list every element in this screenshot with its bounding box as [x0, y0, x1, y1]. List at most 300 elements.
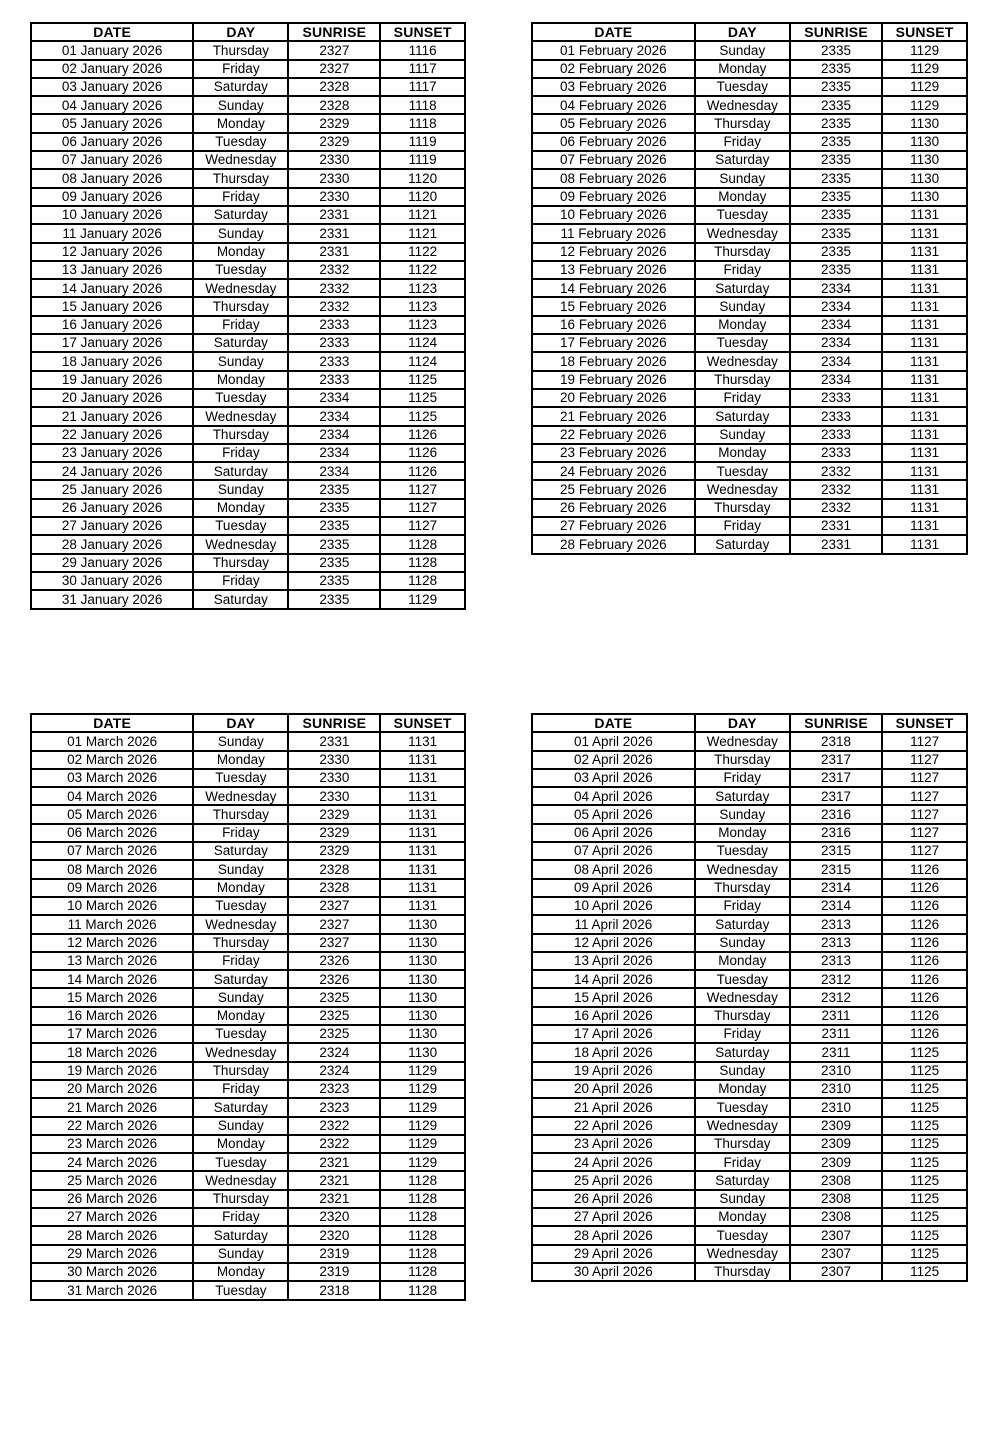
sunrise-cell: 2315	[790, 842, 882, 860]
table-row	[532, 1098, 967, 1116]
table-row	[532, 1043, 967, 1061]
sunset-cell: 1120	[380, 169, 465, 187]
date-cell: 04 March 2026	[31, 787, 193, 805]
table-row	[31, 787, 465, 805]
sunrise-cell: 2335	[790, 151, 882, 169]
date-cell: 27 January 2026	[31, 517, 193, 535]
date-cell: 13 January 2026	[31, 261, 193, 279]
day-cell: Thursday	[695, 1263, 790, 1281]
sunrise-cell: 2334	[288, 462, 380, 480]
table-row	[31, 879, 465, 897]
table-row	[31, 352, 465, 370]
date-cell: 14 January 2026	[31, 279, 193, 297]
day-cell: Monday	[695, 60, 790, 78]
sunrise-cell: 2335	[288, 517, 380, 535]
sunset-cell: 1129	[882, 60, 967, 78]
sunset-cell: 1127	[882, 824, 967, 842]
sunset-cell: 1125	[380, 407, 465, 425]
table-row	[31, 499, 465, 517]
table-row	[532, 151, 967, 169]
date-cell: 09 April 2026	[532, 879, 695, 897]
sunset-cell: 1125	[882, 1043, 967, 1061]
date-cell: 15 January 2026	[31, 297, 193, 315]
sunset-cell: 1128	[380, 572, 465, 590]
sunrise-cell: 2334	[790, 316, 882, 334]
date-cell: 18 January 2026	[31, 352, 193, 370]
table-row	[31, 1007, 465, 1025]
table-row	[31, 1245, 465, 1263]
sunrise-cell: 2321	[288, 1171, 380, 1189]
day-cell: Monday	[695, 188, 790, 206]
day-cell: Sunday	[193, 1245, 288, 1263]
table-row	[532, 316, 967, 334]
sunrise-cell: 2334	[790, 334, 882, 352]
sunrise-cell: 2327	[288, 41, 380, 59]
day-cell: Wednesday	[695, 860, 790, 878]
date-cell: 21 January 2026	[31, 407, 193, 425]
sunrise-cell: 2311	[790, 1007, 882, 1025]
sunset-cell: 1125	[882, 1245, 967, 1263]
table-row	[31, 1025, 465, 1043]
sunset-cell: 1128	[380, 1281, 465, 1299]
sunset-cell: 1118	[380, 114, 465, 132]
table-row	[31, 1281, 465, 1299]
sunset-column-header: SUNSET	[882, 714, 967, 732]
table-row	[31, 915, 465, 933]
date-cell: 14 April 2026	[532, 970, 695, 988]
date-cell: 04 April 2026	[532, 787, 695, 805]
table-row	[532, 1117, 967, 1135]
sunrise-column-header: SUNRISE	[790, 23, 882, 41]
table-row	[31, 188, 465, 206]
sunset-cell: 1128	[380, 1208, 465, 1226]
day-cell: Tuesday	[695, 1098, 790, 1116]
sunrise-cell: 2331	[288, 732, 380, 750]
table-row	[532, 1171, 967, 1189]
header-row	[31, 714, 465, 732]
sunrise-cell: 2324	[288, 1062, 380, 1080]
table-row	[31, 1263, 465, 1281]
table-row	[31, 988, 465, 1006]
day-cell: Friday	[193, 316, 288, 334]
sunrise-cell: 2335	[790, 96, 882, 114]
table-row	[31, 243, 465, 261]
sunrise-cell: 2335	[288, 535, 380, 553]
sunset-cell: 1126	[882, 860, 967, 878]
sunrise-cell: 2335	[790, 78, 882, 96]
sunrise-sunset-table-march-2026	[30, 713, 466, 1301]
table-row	[532, 224, 967, 242]
day-cell: Sunday	[193, 732, 288, 750]
date-cell: 23 April 2026	[532, 1135, 695, 1153]
sunset-cell: 1131	[882, 407, 967, 425]
day-cell: Saturday	[695, 407, 790, 425]
table-row	[532, 243, 967, 261]
date-cell: 31 January 2026	[31, 590, 193, 608]
sunrise-cell: 2327	[288, 934, 380, 952]
table-row	[31, 1226, 465, 1244]
table-row	[31, 297, 465, 315]
table-row	[31, 897, 465, 915]
date-cell: 27 April 2026	[532, 1208, 695, 1226]
table-row	[31, 517, 465, 535]
day-cell: Thursday	[695, 879, 790, 897]
sunrise-cell: 2326	[288, 970, 380, 988]
sunset-cell: 1125	[882, 1135, 967, 1153]
sunset-cell: 1131	[882, 499, 967, 517]
sunrise-cell: 2332	[790, 480, 882, 498]
day-cell: Saturday	[193, 334, 288, 352]
date-cell: 08 February 2026	[532, 169, 695, 187]
sunset-cell: 1126	[882, 988, 967, 1006]
sunset-cell: 1131	[380, 751, 465, 769]
table-row	[532, 334, 967, 352]
sunrise-cell: 2322	[288, 1135, 380, 1153]
date-cell: 20 February 2026	[532, 389, 695, 407]
date-cell: 02 April 2026	[532, 751, 695, 769]
date-cell: 23 February 2026	[532, 444, 695, 462]
day-cell: Thursday	[193, 805, 288, 823]
sunrise-cell: 2335	[790, 41, 882, 59]
table-row	[532, 732, 967, 750]
header-row	[532, 714, 967, 732]
date-cell: 09 February 2026	[532, 188, 695, 206]
day-cell: Tuesday	[695, 334, 790, 352]
sunset-cell: 1130	[882, 169, 967, 187]
sunset-cell: 1130	[882, 133, 967, 151]
table-row	[532, 389, 967, 407]
sunset-cell: 1127	[380, 499, 465, 517]
date-cell: 25 February 2026	[532, 480, 695, 498]
day-cell: Saturday	[193, 970, 288, 988]
day-cell: Tuesday	[193, 1281, 288, 1299]
table-row	[31, 60, 465, 78]
table-row	[31, 1190, 465, 1208]
day-cell: Thursday	[695, 114, 790, 132]
sunset-cell: 1125	[882, 1153, 967, 1171]
table-row	[31, 590, 465, 608]
sunrise-cell: 2327	[288, 915, 380, 933]
table-row	[532, 407, 967, 425]
sunset-cell: 1131	[380, 824, 465, 842]
day-cell: Friday	[193, 60, 288, 78]
table-row	[31, 444, 465, 462]
table-row	[31, 169, 465, 187]
sunrise-cell: 2307	[790, 1226, 882, 1244]
sunset-cell: 1131	[380, 842, 465, 860]
table-row	[31, 1171, 465, 1189]
day-cell: Saturday	[695, 915, 790, 933]
sunrise-cell: 2307	[790, 1263, 882, 1281]
day-cell: Thursday	[695, 499, 790, 517]
sunrise-cell: 2318	[288, 1281, 380, 1299]
day-cell: Wednesday	[695, 732, 790, 750]
sunset-cell: 1130	[380, 952, 465, 970]
date-cell: 28 April 2026	[532, 1226, 695, 1244]
sunrise-cell: 2332	[790, 462, 882, 480]
sunrise-cell: 2328	[288, 879, 380, 897]
day-cell: Thursday	[695, 1135, 790, 1153]
table-row	[532, 1263, 967, 1281]
sunset-cell: 1120	[380, 188, 465, 206]
day-cell: Tuesday	[193, 1153, 288, 1171]
day-column-header: DAY	[695, 23, 790, 41]
sunset-cell: 1130	[380, 1025, 465, 1043]
day-cell: Thursday	[695, 1007, 790, 1025]
sunrise-cell: 2314	[790, 897, 882, 915]
table-row	[31, 1208, 465, 1226]
day-cell: Saturday	[695, 151, 790, 169]
table-row	[532, 1245, 967, 1263]
day-cell: Wednesday	[695, 352, 790, 370]
date-cell: 07 January 2026	[31, 151, 193, 169]
table-row	[31, 279, 465, 297]
sunset-cell: 1131	[882, 480, 967, 498]
day-cell: Monday	[193, 1135, 288, 1153]
day-cell: Sunday	[193, 988, 288, 1006]
day-cell: Friday	[193, 952, 288, 970]
day-cell: Thursday	[193, 554, 288, 572]
sunset-cell: 1131	[882, 352, 967, 370]
sunset-cell: 1131	[882, 444, 967, 462]
day-cell: Saturday	[193, 78, 288, 96]
date-cell: 07 February 2026	[532, 151, 695, 169]
day-cell: Monday	[193, 1007, 288, 1025]
table-row	[532, 915, 967, 933]
sunset-cell: 1129	[380, 1153, 465, 1171]
sunrise-cell: 2331	[288, 206, 380, 224]
day-cell: Saturday	[193, 1098, 288, 1116]
day-cell: Wednesday	[193, 535, 288, 553]
day-cell: Wednesday	[193, 407, 288, 425]
date-cell: 16 April 2026	[532, 1007, 695, 1025]
date-cell: 17 April 2026	[532, 1025, 695, 1043]
day-cell: Tuesday	[193, 261, 288, 279]
day-cell: Wednesday	[193, 787, 288, 805]
sunrise-cell: 2335	[288, 499, 380, 517]
sunset-cell: 1125	[882, 1208, 967, 1226]
day-cell: Saturday	[193, 462, 288, 480]
date-cell: 30 April 2026	[532, 1263, 695, 1281]
sunrise-cell: 2332	[288, 261, 380, 279]
date-cell: 22 February 2026	[532, 426, 695, 444]
sunset-column-header: SUNSET	[882, 23, 967, 41]
sunrise-cell: 2307	[790, 1245, 882, 1263]
sunrise-cell: 2317	[790, 787, 882, 805]
sunset-cell: 1122	[380, 261, 465, 279]
sunset-cell: 1125	[882, 1263, 967, 1281]
table-row	[532, 970, 967, 988]
table-row	[31, 78, 465, 96]
sunrise-cell: 2334	[288, 444, 380, 462]
sunrise-cell: 2319	[288, 1245, 380, 1263]
table-row	[31, 1153, 465, 1171]
sunset-cell: 1129	[380, 1080, 465, 1098]
sunset-cell: 1131	[882, 206, 967, 224]
sunset-cell: 1127	[882, 805, 967, 823]
day-cell: Tuesday	[193, 1025, 288, 1043]
sunrise-cell: 2329	[288, 805, 380, 823]
sunset-cell: 1125	[882, 1171, 967, 1189]
sunrise-cell: 2334	[790, 297, 882, 315]
date-cell: 27 March 2026	[31, 1208, 193, 1226]
sunrise-cell: 2320	[288, 1208, 380, 1226]
date-cell: 05 March 2026	[31, 805, 193, 823]
sunrise-cell: 2335	[790, 261, 882, 279]
sunset-column-header: SUNSET	[380, 23, 465, 41]
sunset-cell: 1131	[882, 389, 967, 407]
date-cell: 13 March 2026	[31, 952, 193, 970]
table-row	[532, 261, 967, 279]
day-cell: Tuesday	[695, 462, 790, 480]
day-cell: Tuesday	[695, 78, 790, 96]
sunset-cell: 1130	[380, 970, 465, 988]
sunset-cell: 1126	[882, 952, 967, 970]
sunrise-cell: 2327	[288, 897, 380, 915]
table-row	[31, 805, 465, 823]
date-cell: 26 April 2026	[532, 1190, 695, 1208]
day-cell: Sunday	[695, 805, 790, 823]
table-row	[532, 1062, 967, 1080]
sunset-cell: 1130	[882, 151, 967, 169]
table-row	[532, 988, 967, 1006]
date-cell: 11 March 2026	[31, 915, 193, 933]
sunrise-cell: 2329	[288, 114, 380, 132]
day-cell: Sunday	[695, 169, 790, 187]
sunset-cell: 1126	[882, 1025, 967, 1043]
day-cell: Sunday	[193, 96, 288, 114]
table-row	[31, 224, 465, 242]
day-cell: Sunday	[695, 426, 790, 444]
sunrise-cell: 2315	[790, 860, 882, 878]
date-cell: 16 March 2026	[31, 1007, 193, 1025]
table-row	[532, 1025, 967, 1043]
date-column-header: DATE	[31, 714, 193, 732]
date-cell: 09 January 2026	[31, 188, 193, 206]
day-cell: Thursday	[695, 371, 790, 389]
table-row	[532, 769, 967, 787]
sunrise-cell: 2320	[288, 1226, 380, 1244]
sunset-cell: 1131	[882, 334, 967, 352]
date-cell: 05 January 2026	[31, 114, 193, 132]
sunset-cell: 1127	[380, 517, 465, 535]
date-cell: 26 March 2026	[31, 1190, 193, 1208]
table-row	[31, 261, 465, 279]
date-cell: 15 April 2026	[532, 988, 695, 1006]
table-row	[532, 371, 967, 389]
sunrise-cell: 2316	[790, 805, 882, 823]
date-cell: 03 February 2026	[532, 78, 695, 96]
table-row	[532, 535, 967, 553]
date-cell: 10 February 2026	[532, 206, 695, 224]
day-cell: Monday	[695, 1208, 790, 1226]
date-cell: 18 April 2026	[532, 1043, 695, 1061]
sunrise-cell: 2333	[790, 444, 882, 462]
sunset-cell: 1130	[380, 1007, 465, 1025]
date-cell: 01 January 2026	[31, 41, 193, 59]
sunset-cell: 1128	[380, 1171, 465, 1189]
table-row	[532, 934, 967, 952]
sunset-cell: 1129	[882, 78, 967, 96]
day-cell: Friday	[193, 444, 288, 462]
day-cell: Thursday	[193, 1062, 288, 1080]
date-cell: 19 February 2026	[532, 371, 695, 389]
sunset-column-header: SUNSET	[380, 714, 465, 732]
sunrise-cell: 2333	[790, 389, 882, 407]
table-row	[532, 805, 967, 823]
date-cell: 01 April 2026	[532, 732, 695, 750]
date-cell: 30 January 2026	[31, 572, 193, 590]
sunset-cell: 1119	[380, 133, 465, 151]
day-cell: Monday	[193, 1263, 288, 1281]
date-cell: 23 March 2026	[31, 1135, 193, 1153]
day-cell: Monday	[193, 879, 288, 897]
sunrise-cell: 2335	[288, 590, 380, 608]
date-cell: 25 April 2026	[532, 1171, 695, 1189]
day-cell: Sunday	[193, 860, 288, 878]
month-table-march-2026	[30, 713, 466, 1301]
date-column-header: DATE	[532, 23, 695, 41]
date-cell: 13 February 2026	[532, 261, 695, 279]
date-cell: 05 February 2026	[532, 114, 695, 132]
date-cell: 10 March 2026	[31, 897, 193, 915]
date-cell: 30 March 2026	[31, 1263, 193, 1281]
sunset-cell: 1123	[380, 279, 465, 297]
sunrise-cell: 2325	[288, 1025, 380, 1043]
table-row	[31, 572, 465, 590]
sunrise-column-header: SUNRISE	[288, 714, 380, 732]
day-cell: Thursday	[695, 243, 790, 261]
sunrise-cell: 2335	[790, 206, 882, 224]
day-cell: Friday	[695, 517, 790, 535]
sunset-cell: 1117	[380, 60, 465, 78]
table-row	[31, 952, 465, 970]
date-cell: 10 April 2026	[532, 897, 695, 915]
day-cell: Wednesday	[193, 279, 288, 297]
sunrise-cell: 2311	[790, 1043, 882, 1061]
day-cell: Monday	[193, 751, 288, 769]
date-cell: 16 January 2026	[31, 316, 193, 334]
sunset-cell: 1128	[380, 1226, 465, 1244]
day-column-header: DAY	[695, 714, 790, 732]
day-cell: Friday	[695, 1025, 790, 1043]
sunrise-cell: 2334	[790, 279, 882, 297]
table-row	[31, 151, 465, 169]
day-cell: Tuesday	[193, 897, 288, 915]
sunrise-cell: 2331	[790, 535, 882, 553]
day-cell: Wednesday	[695, 1117, 790, 1135]
sunset-cell: 1128	[380, 1245, 465, 1263]
date-cell: 19 April 2026	[532, 1062, 695, 1080]
table-row	[532, 462, 967, 480]
sunrise-cell: 2327	[288, 60, 380, 78]
table-row	[31, 842, 465, 860]
date-cell: 29 April 2026	[532, 1245, 695, 1263]
date-cell: 25 January 2026	[31, 480, 193, 498]
sunrise-cell: 2310	[790, 1062, 882, 1080]
day-cell: Wednesday	[193, 151, 288, 169]
sunset-cell: 1128	[380, 554, 465, 572]
sunset-cell: 1127	[380, 480, 465, 498]
sunset-cell: 1125	[882, 1098, 967, 1116]
date-cell: 04 January 2026	[31, 96, 193, 114]
day-cell: Sunday	[695, 1190, 790, 1208]
day-cell: Wednesday	[695, 96, 790, 114]
table-row	[31, 1098, 465, 1116]
table-row	[31, 751, 465, 769]
sunrise-cell: 2308	[790, 1190, 882, 1208]
sunrise-cell: 2331	[288, 243, 380, 261]
